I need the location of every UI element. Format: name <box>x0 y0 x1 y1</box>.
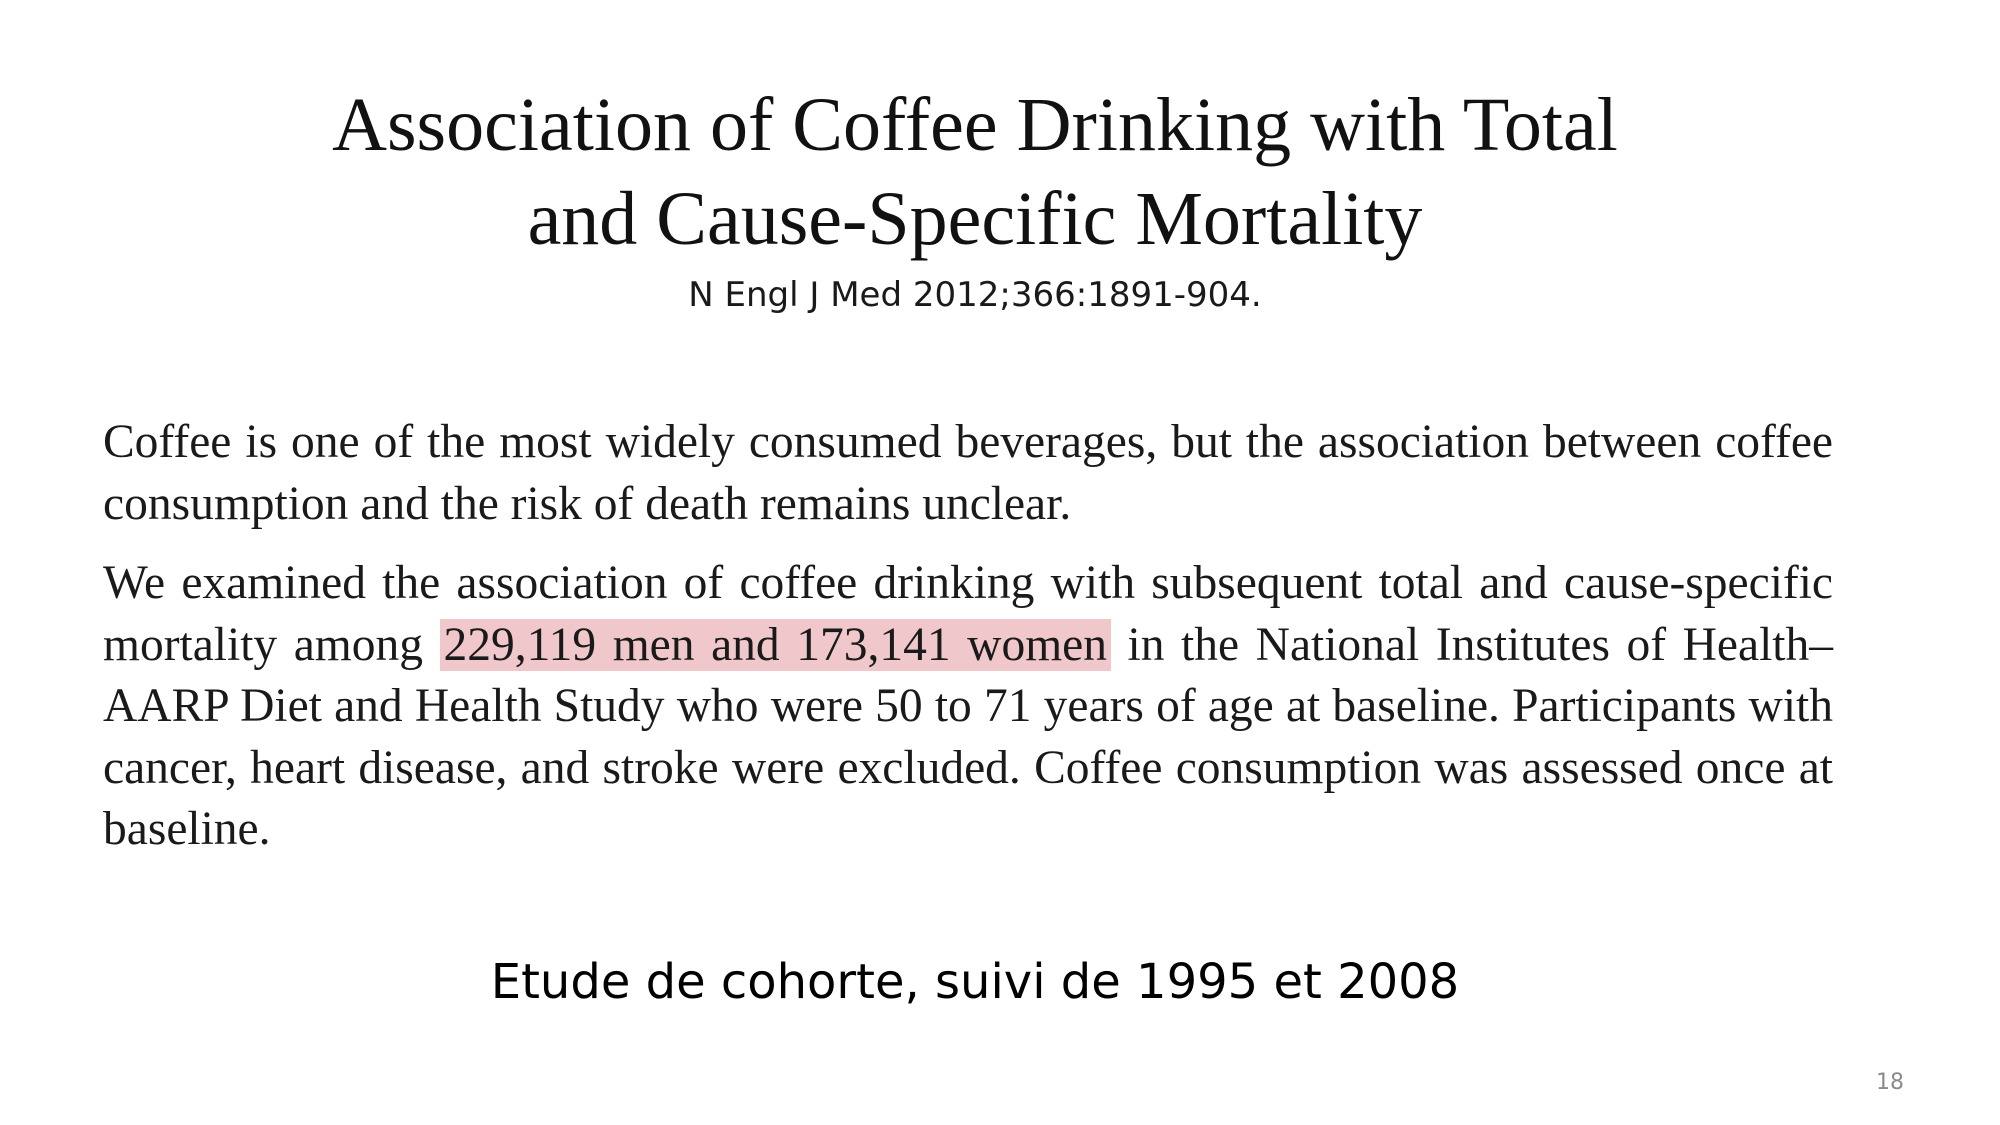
page-number: 18 <box>1876 1070 1904 1095</box>
abstract-paragraph-2 <box>103 553 1833 861</box>
abstract-paragraph-1: Coffee is one of the most widely consumed beverages, but the association between coffee consumption and the risk of death remains unclear. <box>103 416 1833 530</box>
abstract-paragraph-2-start: We examined the association of coffee drinking with subsequent total and cause-specific mortality among <box>103 557 1833 671</box>
slide-title <box>0 78 1950 266</box>
highlighted-participant-count: 229,119 men and 173,141 women <box>440 619 1111 671</box>
slide-caption: Etude de cohorte, suivi de 1995 et 2008 <box>490 954 1460 1010</box>
title-line-2: and Cause-Specific Mortality <box>527 177 1423 261</box>
journal-citation: N Engl J Med 2012;366:1891-904. <box>688 275 1262 315</box>
title-line-1: Association of Coffee Drinking with Total <box>332 83 1618 167</box>
abstract-paragraph-2-end: in the National Institutes of Health–AARP Diet and Health Study who were 50 to 71 years of age at baseline. Participants with cancer, heart disease, and stroke were excluded. Coffee consumption was assessed once at baseline. <box>103 618 1833 855</box>
abstract-excerpt <box>103 412 1833 861</box>
